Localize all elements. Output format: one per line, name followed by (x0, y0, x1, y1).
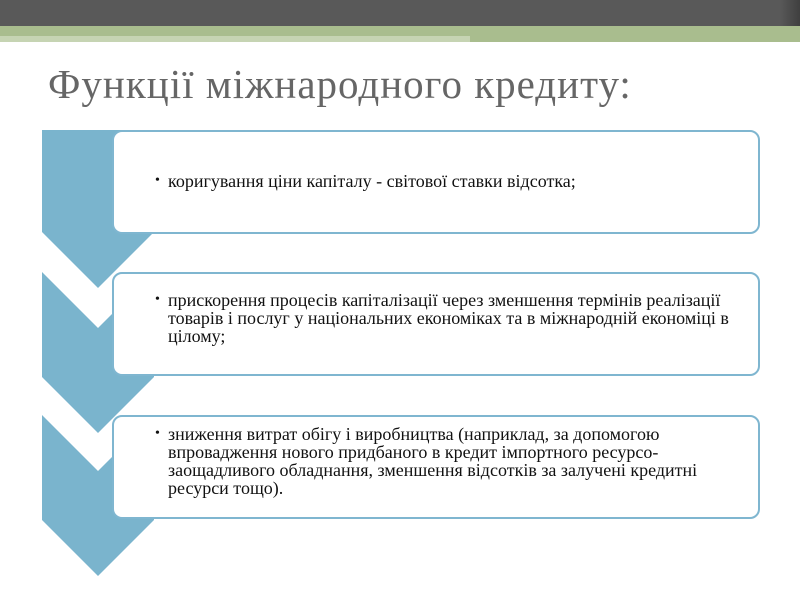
card-item-2-text: прискорення процесів капіталізації через зменшення термінів реалізації товарів і послуг у національних економіках та в міжнародній економіці в цілому; (168, 290, 729, 346)
card-item-1-text: коригування ціни капіталу - світової ставки відсотка; (168, 171, 576, 191)
card-item-3 (155, 424, 742, 498)
bullet-icon: • (155, 173, 160, 188)
slide-title: Функції міжнародного кредиту: (48, 61, 632, 107)
card-item-1 (155, 171, 742, 191)
bullet-icon: • (155, 292, 160, 307)
card-item-2 (155, 290, 742, 346)
function-card-3 (112, 415, 760, 519)
function-card-1 (112, 130, 760, 234)
bullet-icon: • (155, 426, 160, 441)
function-card-2 (112, 272, 760, 376)
card-item-3-text: зниження витрат обігу і виробництва (наприклад, за допомогою впровадження нового придбаного в кредит імпортного ресурсо-заощадливого обладнання, зменшення відсотків за залучені кредитні ресурси тощо). (168, 424, 698, 498)
